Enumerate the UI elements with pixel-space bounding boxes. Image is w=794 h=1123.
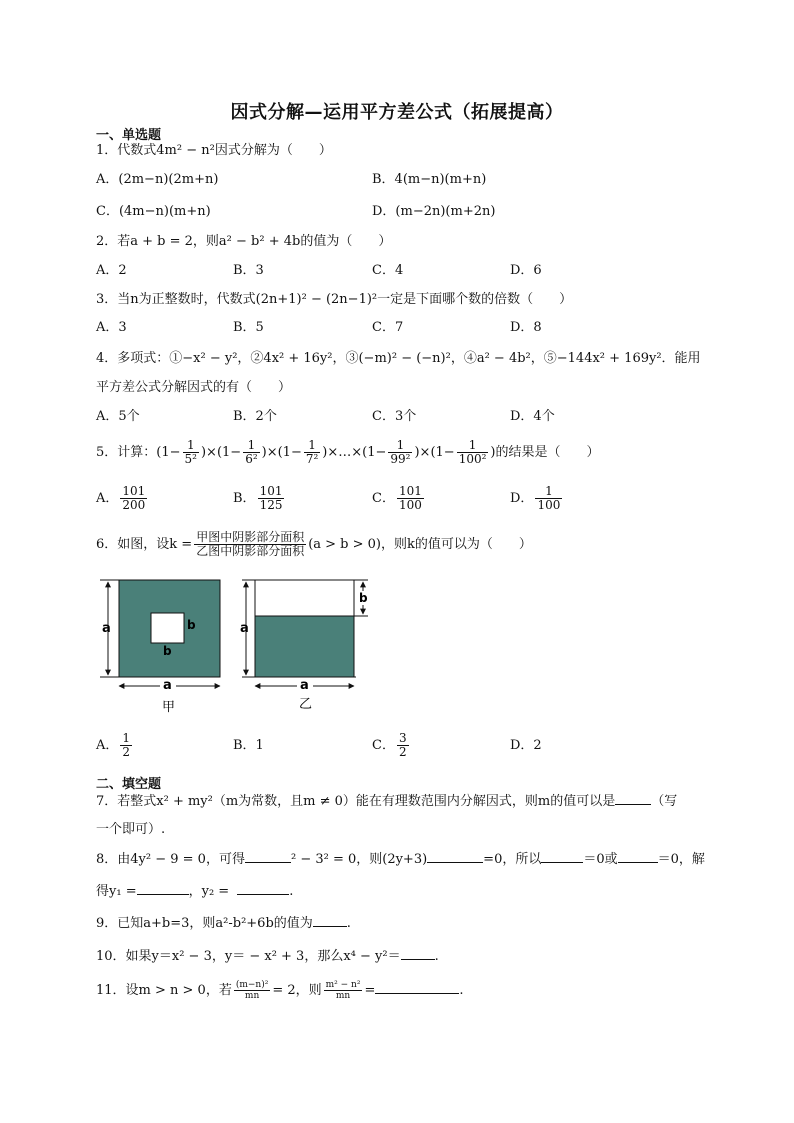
q4-option-d: D．4个 <box>510 409 555 424</box>
q8-text: ＝0，解 <box>657 852 705 867</box>
q8-blank-4[interactable] <box>618 850 658 863</box>
q5-suffix: )的结果是（ ） <box>490 445 600 460</box>
q5-term: )×(1− <box>261 445 302 460</box>
q6-option-c <box>372 731 411 761</box>
q8-text: . <box>289 884 294 899</box>
frac-num: 1 <box>122 731 131 745</box>
q4-stem-line1: 4．多项式：①−x² − y²，②4x² + 16y²，③(−m)² − (−n)²，④a² − 4b²，⑤−144x² + 169y²．能用 <box>96 351 701 366</box>
q4-option-b: B．2个 <box>233 409 277 424</box>
q5-frac-den: 6² <box>245 452 258 466</box>
option-label: A． <box>96 738 119 753</box>
fig2-label-a-bottom: a <box>300 678 309 693</box>
q5-frac-num: 1 <box>183 439 199 453</box>
q6-option-a-frac <box>120 732 132 759</box>
q6-suffix: (a > b > 0)，则k的值可以为（ ） <box>308 537 532 552</box>
q5-frac-num: 1 <box>304 439 320 453</box>
q5-frac-den: 100² <box>458 452 487 466</box>
q11-text: = <box>364 983 376 998</box>
q5-option-d-frac <box>535 485 562 512</box>
figure-yi-shaded-rect <box>255 616 354 677</box>
q2-stem: 2．若a + b = 2，则a² − b² + 4b的值为（ ） <box>96 234 392 249</box>
frac-num: 101 <box>259 484 283 498</box>
q5-frac-den: 5² <box>184 452 197 466</box>
frac-den: 200 <box>122 498 146 512</box>
q5-option-a-frac <box>120 485 147 512</box>
figure-jia <box>100 580 220 715</box>
q10-answer-blank[interactable] <box>401 947 435 960</box>
option-label: A． <box>96 491 119 506</box>
q6-option-a <box>96 731 134 761</box>
q5-frac-num: 1 <box>457 439 489 453</box>
figure-yi <box>240 580 370 712</box>
frac-den: 100 <box>398 498 422 512</box>
q9-text: 9．已知a+b=3，则a²-b²+6b的值为 <box>96 916 313 931</box>
fig2-label-a-left: a <box>240 621 249 636</box>
q8-text: ² − 3² = 0，则(2y+3) <box>290 852 428 867</box>
q4-stem-line2: 平方差公式分解因式的有（ ） <box>96 380 292 395</box>
q5-fraction-5 <box>457 439 489 466</box>
q1-option-c: C．(4m−n)(m+n) <box>96 204 211 219</box>
q11-answer-blank[interactable] <box>375 981 459 994</box>
q6-frac-den: 乙图中阴影部分面积 <box>196 544 305 558</box>
q3-option-d: D．8 <box>510 320 542 335</box>
q11-text: 11．设m > n > 0，若 <box>96 983 232 998</box>
q11-text: . <box>459 983 464 998</box>
q5-term: )×(1− <box>200 445 242 460</box>
q10-text: . <box>434 949 439 964</box>
q5-term: (1− <box>156 445 181 460</box>
q6-option-c-frac <box>397 732 409 759</box>
fig-caption-yi: 乙 <box>299 697 313 712</box>
q7-text: 7．若整式x² + my²（m为常数，且m ≠ 0）能在有理数范围内分解因式，则m的值可以是 <box>96 794 616 809</box>
q5-option-d <box>510 484 564 514</box>
q8-text: =0，所以 <box>483 852 542 867</box>
q5-option-c <box>372 484 426 514</box>
q8-blank-2[interactable] <box>427 850 483 863</box>
q2-option-a: A．2 <box>96 263 127 278</box>
frac-den: 2 <box>398 745 407 759</box>
q9-answer-blank[interactable] <box>313 914 347 927</box>
q8-text: ，y₂ = <box>188 884 230 899</box>
q1-option-b: B．4(m−n)(m+n) <box>372 172 487 187</box>
frac-num: 1 <box>535 485 562 499</box>
q3-option-b: B．5 <box>233 320 264 335</box>
q5-frac-den: 99² <box>390 452 411 466</box>
option-label: C． <box>372 738 395 753</box>
frac-den: mn <box>335 991 351 1001</box>
q6-fraction <box>194 531 306 558</box>
q11-fraction-2 <box>324 980 363 1001</box>
q5-frac-den: 7² <box>305 452 319 466</box>
q11-fraction-1 <box>234 980 271 1001</box>
q8-line1 <box>96 850 705 869</box>
frac-num: m² − n² <box>325 980 361 990</box>
q3-option-a: A．3 <box>96 320 127 335</box>
q10-line <box>96 947 439 966</box>
q5-term: )×(1− <box>414 445 455 460</box>
q4-option-a: A．5个 <box>96 409 140 424</box>
q3-stem: 3．当n为正整数时，代数式(2n+1)² − (2n−1)²一定是下面哪个数的倍数（ ） <box>96 292 573 307</box>
q2-option-c: C．4 <box>372 263 404 278</box>
q2-option-d: D．6 <box>510 263 542 278</box>
q5-term: )×…×(1− <box>322 445 387 460</box>
frac-den: mn <box>244 991 260 1001</box>
q6-option-b: B．1 <box>233 738 264 753</box>
q2-option-b: B．3 <box>233 263 264 278</box>
frac-den: 100 <box>537 498 561 512</box>
q1-option-a: A．(2m−n)(2m+n) <box>96 172 219 187</box>
frac-num: 3 <box>398 731 407 745</box>
section-fill-blank: 二、填空题 <box>96 777 162 792</box>
q8-blank-1[interactable] <box>245 850 291 863</box>
figure-jia-inner-square <box>151 613 184 643</box>
q5-fraction-1 <box>183 439 199 466</box>
q7-answer-blank[interactable] <box>615 792 651 805</box>
option-label: B． <box>233 491 256 506</box>
q5-option-b-frac <box>258 485 285 512</box>
fig-label-b-right: b <box>187 618 196 632</box>
frac-num: 101 <box>122 484 146 498</box>
q8-line2 <box>96 882 293 901</box>
q7-line1 <box>96 792 677 811</box>
q10-text: 10．如果y＝x² − 3，y＝ − x² + 3，那么x⁴ − y²＝ <box>96 949 401 964</box>
q7-line2: 一个即可）. <box>96 822 166 837</box>
option-label: C． <box>372 491 395 506</box>
q3-option-c: C．7 <box>372 320 404 335</box>
section-single-choice: 一、单选题 <box>96 128 162 143</box>
fig-label-b-bottom: b <box>163 644 172 658</box>
fig2-label-b-right: b <box>359 591 368 605</box>
q5-fraction-4 <box>388 439 412 466</box>
q8-text: ＝0或 <box>583 852 618 867</box>
q5-stem <box>96 438 599 468</box>
q6-prefix: 6．如图，设k = <box>96 537 193 552</box>
frac-num: (m−n)² <box>235 980 269 990</box>
q5-fraction-2 <box>243 439 259 466</box>
q4-option-c: C．3个 <box>372 409 417 424</box>
q5-frac-num: 1 <box>388 439 412 453</box>
q6-stem <box>96 530 532 560</box>
q8-text: 得y₁ = <box>96 884 137 899</box>
q5-fraction-3 <box>304 439 320 466</box>
q5-option-b <box>233 484 286 514</box>
q8-blank-y1[interactable] <box>137 882 189 895</box>
fig-label-a-left: a <box>102 621 111 636</box>
q9-text: . <box>346 916 351 931</box>
figure-yi-top-rect <box>255 580 354 616</box>
fig-label-a-bottom: a <box>163 678 172 693</box>
q5-frac-num: 1 <box>243 439 259 453</box>
q5-option-a <box>96 484 149 514</box>
q8-blank-y2[interactable] <box>237 882 289 895</box>
q6-frac-num: 甲图中阴影部分面积 <box>196 530 305 544</box>
q6-option-d: D．2 <box>510 738 542 753</box>
q11-text: = 2，则 <box>272 983 322 998</box>
q8-blank-3[interactable] <box>541 850 583 863</box>
frac-num: 101 <box>398 484 422 498</box>
q9-line <box>96 914 351 933</box>
frac-den: 2 <box>122 745 131 759</box>
q5-prefix: 5．计算： <box>96 445 157 460</box>
q1-option-d: D．(m−2n)(m+2n) <box>372 204 496 219</box>
option-label: D． <box>510 491 534 506</box>
fig-caption-jia: 甲 <box>162 700 176 715</box>
q1-stem: 1．代数式4m² − n²因式分解为（ ） <box>96 143 332 158</box>
q6-figures <box>96 574 386 716</box>
frac-den: 125 <box>259 498 283 512</box>
q5-option-c-frac <box>397 485 424 512</box>
page-title: 因式分解—运用平方差公式（拓展提高） <box>230 102 564 123</box>
q8-text: 8．由4y² − 9 = 0，可得 <box>96 852 245 867</box>
q11-line <box>96 976 464 1006</box>
q7-text-end: （写 <box>651 794 678 809</box>
